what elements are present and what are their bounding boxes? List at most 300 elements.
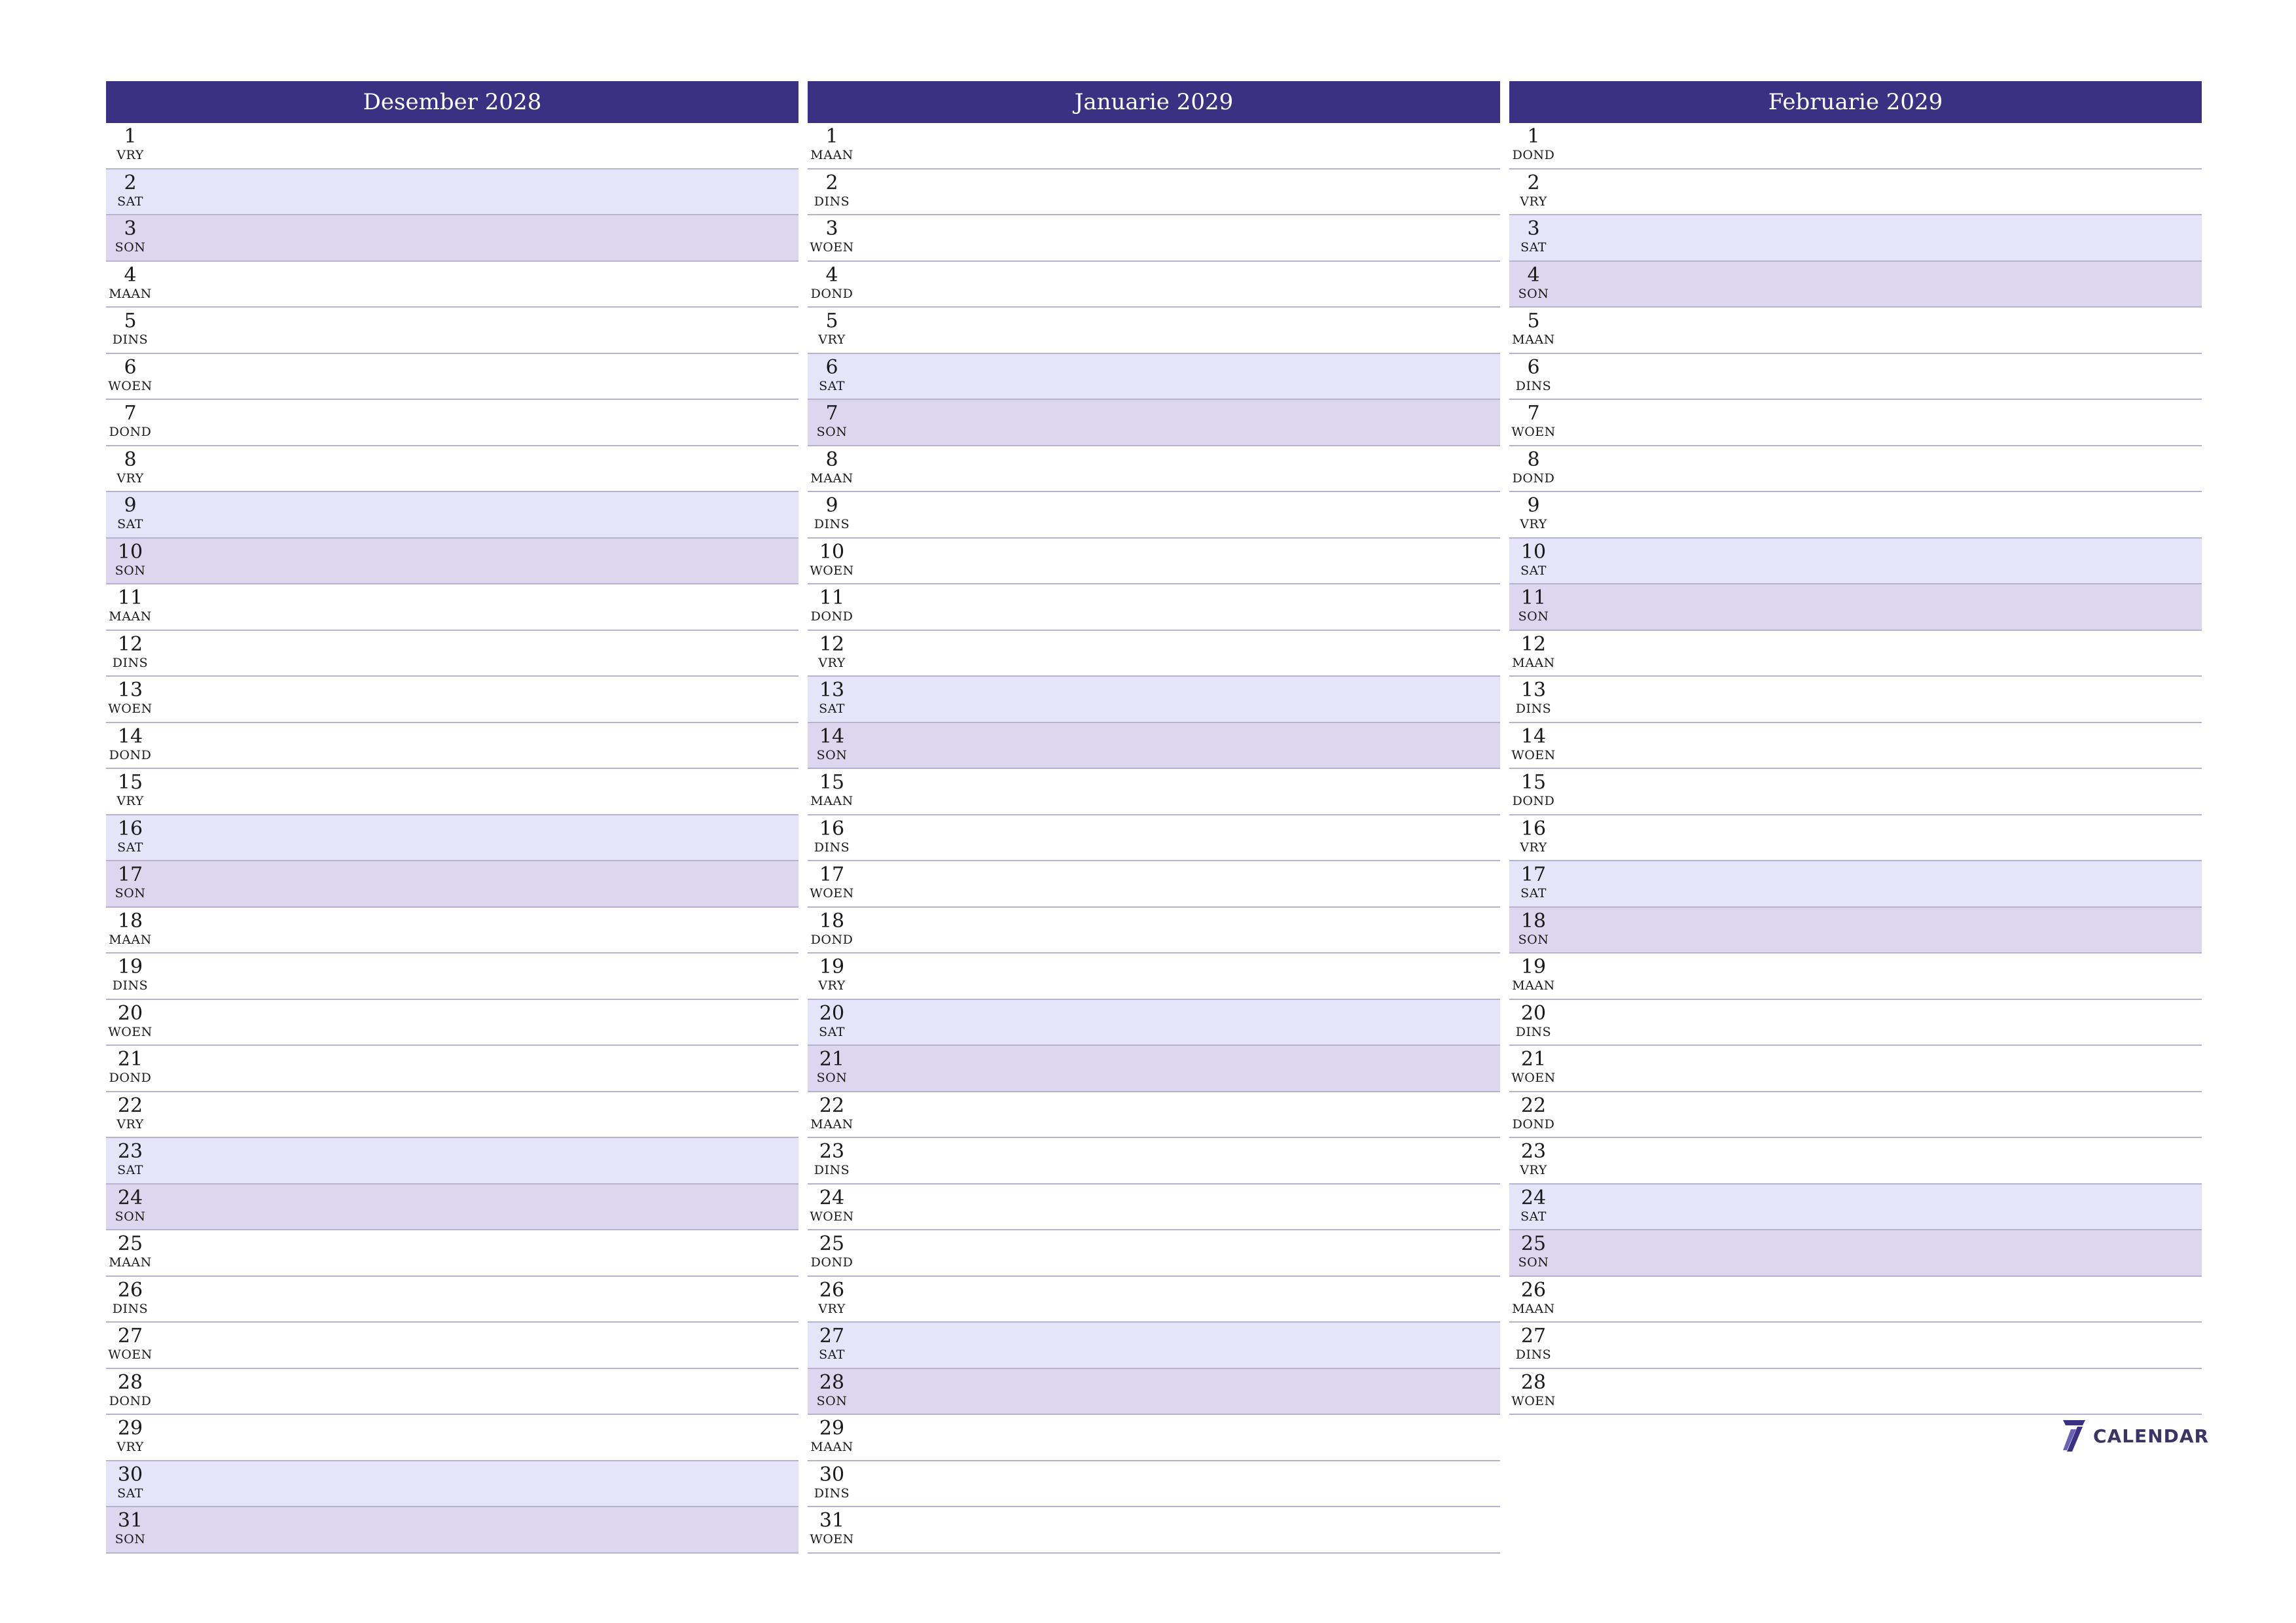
day-row[interactable] xyxy=(808,1277,1500,1323)
day-row[interactable] xyxy=(106,1323,798,1369)
day-row[interactable] xyxy=(1509,1369,2202,1416)
weekday-name: DINS xyxy=(814,840,850,855)
day-number: 15 xyxy=(117,771,143,794)
weekday-name: MAAN xyxy=(1512,1301,1555,1316)
day-label xyxy=(1509,1372,1558,1408)
day-row[interactable] xyxy=(808,539,1500,585)
day-row[interactable] xyxy=(808,123,1500,169)
day-number: 5 xyxy=(124,310,137,332)
day-number: 16 xyxy=(819,817,845,840)
day-row[interactable] xyxy=(1509,1138,2202,1185)
day-label xyxy=(106,357,154,393)
day-row[interactable] xyxy=(106,1138,798,1185)
day-row[interactable] xyxy=(106,908,798,954)
weekday-name: DOND xyxy=(810,286,853,301)
day-row[interactable] xyxy=(808,1092,1500,1139)
day-label xyxy=(808,126,856,162)
day-label xyxy=(1509,633,1558,670)
month-header xyxy=(1509,81,2202,123)
day-row[interactable] xyxy=(808,769,1500,815)
day-label xyxy=(1509,541,1558,578)
day-label xyxy=(106,864,154,901)
day-row[interactable] xyxy=(1509,1092,2202,1139)
day-number: 8 xyxy=(1527,448,1540,471)
day-list xyxy=(808,123,1500,1554)
day-number: 27 xyxy=(819,1325,845,1347)
day-number: 4 xyxy=(124,263,137,287)
day-label xyxy=(808,726,856,762)
month-title: Desember 2028 xyxy=(363,89,542,115)
weekday-name: SAT xyxy=(117,1486,143,1501)
weekday-name: MAAN xyxy=(109,609,152,624)
day-number: 12 xyxy=(819,632,845,656)
day-label xyxy=(106,1003,154,1039)
day-label xyxy=(106,1418,154,1454)
day-number: 24 xyxy=(117,1186,143,1209)
day-number: 1 xyxy=(1527,125,1540,148)
day-number: 31 xyxy=(117,1509,143,1532)
day-number: 6 xyxy=(124,355,137,379)
day-label xyxy=(1509,357,1558,393)
weekday-name: SON xyxy=(816,1071,848,1085)
day-row[interactable] xyxy=(1509,492,2202,539)
weekday-name: SON xyxy=(115,1209,146,1224)
day-label xyxy=(808,864,856,901)
day-label xyxy=(106,726,154,762)
day-label xyxy=(1509,310,1558,347)
day-number: 26 xyxy=(1520,1278,1547,1302)
day-number: 18 xyxy=(819,909,845,933)
day-label xyxy=(1509,1095,1558,1132)
month-column-december xyxy=(106,81,798,1554)
day-label xyxy=(808,1095,856,1132)
day-label xyxy=(106,1187,154,1224)
weekday-name: DINS xyxy=(112,1301,149,1316)
day-row[interactable] xyxy=(808,1323,1500,1369)
day-number: 11 xyxy=(1520,586,1547,609)
day-number: 19 xyxy=(117,955,143,978)
day-label xyxy=(106,1279,154,1316)
day-row[interactable] xyxy=(106,584,798,631)
day-label xyxy=(1509,449,1558,486)
weekday-name: VRY xyxy=(117,471,144,486)
weekday-name: SON xyxy=(115,1532,146,1546)
month-header xyxy=(808,81,1500,123)
weekday-name: DINS xyxy=(1515,702,1552,716)
day-label xyxy=(1509,956,1558,993)
day-row[interactable] xyxy=(106,215,798,262)
day-label xyxy=(808,679,856,716)
day-label xyxy=(106,587,154,624)
day-number: 3 xyxy=(124,217,137,240)
day-row[interactable] xyxy=(106,446,798,493)
weekday-name: WOEN xyxy=(1511,1393,1556,1408)
day-number: 15 xyxy=(1520,771,1547,794)
weekday-name: DOND xyxy=(1512,471,1555,486)
weekday-name: VRY xyxy=(117,148,144,162)
day-row[interactable] xyxy=(1509,723,2202,770)
weekday-name: WOEN xyxy=(810,1209,854,1224)
day-label xyxy=(808,956,856,993)
day-label xyxy=(106,679,154,716)
day-label xyxy=(1509,264,1558,301)
day-row[interactable] xyxy=(1509,308,2202,354)
day-row[interactable] xyxy=(1509,1277,2202,1323)
day-number: 10 xyxy=(819,540,845,563)
weekday-name: WOEN xyxy=(810,563,854,578)
day-row[interactable] xyxy=(1509,631,2202,677)
day-number: 7 xyxy=(1527,402,1540,425)
day-row[interactable] xyxy=(106,539,798,585)
day-row[interactable] xyxy=(106,1415,798,1461)
day-row[interactable] xyxy=(808,1230,1500,1277)
day-label xyxy=(106,541,154,578)
day-number: 20 xyxy=(1520,1001,1547,1025)
day-number: 19 xyxy=(819,955,845,978)
seven-logo-icon xyxy=(2060,1419,2087,1453)
day-number: 23 xyxy=(117,1140,143,1163)
day-row[interactable] xyxy=(106,1092,798,1139)
day-number: 31 xyxy=(819,1509,845,1532)
day-number: 13 xyxy=(1520,679,1547,702)
day-label xyxy=(808,449,856,486)
day-row[interactable] xyxy=(808,1461,1500,1508)
day-label xyxy=(1509,679,1558,716)
day-label xyxy=(808,264,856,301)
day-row[interactable] xyxy=(808,954,1500,1000)
weekday-name: SAT xyxy=(117,194,143,209)
weekday-name: VRY xyxy=(818,655,846,670)
weekday-name: DOND xyxy=(109,1071,152,1085)
day-row[interactable] xyxy=(106,677,798,723)
day-row[interactable] xyxy=(1509,815,2202,862)
day-number: 21 xyxy=(1520,1048,1547,1071)
day-label xyxy=(106,402,154,439)
day-number: 10 xyxy=(1520,540,1547,563)
day-number: 12 xyxy=(117,632,143,656)
day-number: 9 xyxy=(124,494,137,517)
day-row[interactable] xyxy=(1509,1046,2202,1092)
weekday-name: SON xyxy=(1518,932,1549,947)
day-number: 22 xyxy=(1520,1094,1547,1117)
month-title: Februarie 2029 xyxy=(1768,89,1943,115)
day-number: 11 xyxy=(117,586,143,609)
weekday-name: SON xyxy=(1518,1255,1549,1270)
weekday-name: MAAN xyxy=(810,1116,853,1132)
day-row[interactable] xyxy=(1509,1230,2202,1277)
day-row[interactable] xyxy=(808,584,1500,631)
day-row[interactable] xyxy=(1509,1185,2202,1231)
day-list xyxy=(106,123,798,1554)
day-row[interactable] xyxy=(1509,262,2202,308)
weekday-name: WOEN xyxy=(1511,1071,1556,1085)
day-label xyxy=(808,310,856,347)
weekday-name: DOND xyxy=(109,425,152,439)
day-row[interactable] xyxy=(106,492,798,539)
day-row[interactable] xyxy=(106,954,798,1000)
weekday-name: WOEN xyxy=(810,240,854,255)
day-row[interactable] xyxy=(106,631,798,677)
weekday-name: SAT xyxy=(1520,1209,1547,1224)
day-label xyxy=(808,1372,856,1408)
day-row[interactable] xyxy=(1509,677,2202,723)
month-column-january xyxy=(808,81,1500,1554)
day-row[interactable] xyxy=(808,1000,1500,1046)
day-label xyxy=(1509,402,1558,439)
day-number: 21 xyxy=(819,1048,845,1071)
day-number: 30 xyxy=(117,1463,143,1486)
weekday-name: VRY xyxy=(818,332,846,347)
day-number: 29 xyxy=(117,1417,143,1440)
day-number: 25 xyxy=(1520,1232,1547,1255)
day-row[interactable] xyxy=(808,354,1500,401)
day-row[interactable] xyxy=(808,1369,1500,1416)
day-label xyxy=(808,402,856,439)
day-row[interactable] xyxy=(106,1369,798,1416)
day-row[interactable] xyxy=(808,815,1500,862)
day-label xyxy=(808,1003,856,1039)
day-row[interactable] xyxy=(808,631,1500,677)
day-number: 24 xyxy=(1520,1186,1547,1209)
day-number: 2 xyxy=(825,171,838,194)
day-label xyxy=(808,1464,856,1501)
weekday-name: SAT xyxy=(819,1347,845,1362)
day-number: 2 xyxy=(1527,171,1540,194)
day-label xyxy=(1509,772,1558,808)
day-row[interactable] xyxy=(106,308,798,354)
weekday-name: WOEN xyxy=(108,1347,152,1362)
day-number: 18 xyxy=(117,909,143,933)
weekday-name: WOEN xyxy=(1511,747,1556,762)
day-number: 1 xyxy=(124,125,137,148)
day-row[interactable] xyxy=(106,262,798,308)
weekday-name: VRY xyxy=(1520,194,1547,209)
day-row[interactable] xyxy=(106,400,798,446)
calendar-logo[interactable] xyxy=(2060,1419,2209,1453)
day-row[interactable] xyxy=(106,1230,798,1277)
day-row[interactable] xyxy=(1509,861,2202,908)
day-row[interactable] xyxy=(1509,169,2202,216)
day-number: 18 xyxy=(1520,909,1547,933)
weekday-name: VRY xyxy=(117,1440,144,1454)
weekday-name: WOEN xyxy=(108,378,152,393)
day-number: 15 xyxy=(819,771,845,794)
day-label xyxy=(1509,910,1558,947)
day-row[interactable] xyxy=(1509,584,2202,631)
day-row[interactable] xyxy=(808,677,1500,723)
weekday-name: MAAN xyxy=(810,1440,853,1454)
day-row[interactable] xyxy=(106,1046,798,1092)
day-label xyxy=(106,1372,154,1408)
day-label xyxy=(1509,864,1558,901)
weekday-name: WOEN xyxy=(810,1532,854,1546)
day-number: 7 xyxy=(825,402,838,425)
day-row[interactable] xyxy=(808,262,1500,308)
day-row[interactable] xyxy=(808,1507,1500,1554)
day-label xyxy=(1509,1233,1558,1270)
weekday-name: MAAN xyxy=(1512,978,1555,993)
weekday-name: WOEN xyxy=(108,702,152,716)
day-label xyxy=(106,772,154,808)
day-row[interactable] xyxy=(808,446,1500,493)
day-row[interactable] xyxy=(106,1507,798,1554)
day-row[interactable] xyxy=(106,354,798,401)
day-label xyxy=(106,264,154,301)
day-row[interactable] xyxy=(1509,1000,2202,1046)
day-number: 27 xyxy=(1520,1325,1547,1347)
weekday-name: SON xyxy=(115,240,146,255)
day-label xyxy=(106,956,154,993)
day-label xyxy=(106,818,154,855)
weekday-name: SAT xyxy=(117,1163,143,1177)
weekday-name: MAAN xyxy=(1512,655,1555,670)
day-row[interactable] xyxy=(808,215,1500,262)
day-row[interactable] xyxy=(1509,400,2202,446)
month-column-february xyxy=(1509,81,2202,1415)
day-number: 26 xyxy=(819,1278,845,1302)
day-number: 5 xyxy=(825,310,838,332)
weekday-name: VRY xyxy=(1520,840,1547,855)
day-row[interactable] xyxy=(808,908,1500,954)
weekday-name: SON xyxy=(1518,609,1549,624)
day-number: 17 xyxy=(117,863,143,886)
day-row[interactable] xyxy=(1509,446,2202,493)
weekday-name: DOND xyxy=(109,1393,152,1408)
day-label xyxy=(808,1279,856,1316)
day-label xyxy=(808,357,856,393)
day-row[interactable] xyxy=(1509,769,2202,815)
day-row[interactable] xyxy=(1509,908,2202,954)
day-label xyxy=(808,1510,856,1546)
day-number: 9 xyxy=(1527,494,1540,517)
day-row[interactable] xyxy=(106,169,798,216)
day-row[interactable] xyxy=(106,123,798,169)
day-label xyxy=(1509,587,1558,624)
day-row[interactable] xyxy=(1509,539,2202,585)
day-label xyxy=(1509,126,1558,162)
weekday-name: SAT xyxy=(1520,563,1547,578)
weekday-name: SAT xyxy=(1520,240,1547,255)
day-label xyxy=(106,1141,154,1177)
day-number: 4 xyxy=(1527,263,1540,287)
day-number: 10 xyxy=(117,540,143,563)
day-number: 7 xyxy=(124,402,137,425)
day-label xyxy=(808,818,856,855)
day-number: 28 xyxy=(1520,1370,1547,1394)
weekday-name: DOND xyxy=(1512,148,1555,162)
day-row[interactable] xyxy=(808,492,1500,539)
weekday-name: DOND xyxy=(810,1255,853,1270)
day-label xyxy=(1509,172,1558,209)
day-label xyxy=(106,1095,154,1132)
day-label xyxy=(808,1048,856,1085)
day-label xyxy=(1509,1279,1558,1316)
day-number: 14 xyxy=(1520,724,1547,748)
day-row[interactable] xyxy=(106,769,798,815)
day-label xyxy=(1509,818,1558,855)
day-label xyxy=(808,1187,856,1224)
day-row[interactable] xyxy=(1509,215,2202,262)
day-label xyxy=(106,1510,154,1546)
day-number: 14 xyxy=(819,724,845,748)
day-label xyxy=(808,633,856,670)
day-label xyxy=(808,1325,856,1362)
day-row[interactable] xyxy=(1509,123,2202,169)
day-number: 23 xyxy=(819,1140,845,1163)
day-label xyxy=(1509,1003,1558,1039)
day-number: 2 xyxy=(124,171,137,194)
weekday-name: MAAN xyxy=(810,148,853,162)
day-number: 4 xyxy=(825,263,838,287)
day-label xyxy=(808,495,856,531)
day-row[interactable] xyxy=(808,400,1500,446)
day-row[interactable] xyxy=(106,1000,798,1046)
day-row[interactable] xyxy=(808,308,1500,354)
day-label xyxy=(1509,1187,1558,1224)
day-row[interactable] xyxy=(106,723,798,770)
weekday-name: MAAN xyxy=(810,794,853,808)
day-label xyxy=(106,172,154,209)
day-row[interactable] xyxy=(1509,954,2202,1000)
weekday-name: DINS xyxy=(814,1486,850,1501)
day-label xyxy=(1509,495,1558,531)
day-label xyxy=(106,218,154,255)
day-row[interactable] xyxy=(808,1046,1500,1092)
weekday-name: SON xyxy=(1518,286,1549,301)
day-row[interactable] xyxy=(106,815,798,862)
weekday-name: MAAN xyxy=(109,932,152,947)
day-row[interactable] xyxy=(1509,1323,2202,1369)
day-label xyxy=(808,587,856,624)
weekday-name: DINS xyxy=(112,332,149,347)
weekday-name: SON xyxy=(115,563,146,578)
day-row[interactable] xyxy=(106,1277,798,1323)
day-row[interactable] xyxy=(808,861,1500,908)
day-row[interactable] xyxy=(1509,354,2202,401)
day-label xyxy=(1509,1325,1558,1362)
day-number: 16 xyxy=(117,817,143,840)
day-row[interactable] xyxy=(808,169,1500,216)
day-number: 29 xyxy=(819,1417,845,1440)
day-number: 13 xyxy=(117,679,143,702)
day-number: 27 xyxy=(117,1325,143,1347)
day-number: 20 xyxy=(117,1001,143,1025)
day-number: 21 xyxy=(117,1048,143,1071)
day-row[interactable] xyxy=(808,1415,1500,1461)
weekday-name: MAAN xyxy=(810,471,853,486)
day-list xyxy=(1509,123,2202,1415)
day-number: 13 xyxy=(819,679,845,702)
day-number: 11 xyxy=(819,586,845,609)
weekday-name: DINS xyxy=(112,655,149,670)
day-row[interactable] xyxy=(808,1138,1500,1185)
day-row[interactable] xyxy=(808,723,1500,770)
day-row[interactable] xyxy=(808,1185,1500,1231)
day-number: 3 xyxy=(1527,217,1540,240)
day-row[interactable] xyxy=(106,1461,798,1508)
day-number: 20 xyxy=(819,1001,845,1025)
day-row[interactable] xyxy=(106,1185,798,1231)
weekday-name: DINS xyxy=(1515,1347,1552,1362)
weekday-name: VRY xyxy=(1520,1163,1547,1177)
day-number: 9 xyxy=(825,494,838,517)
day-number: 3 xyxy=(825,217,838,240)
day-row[interactable] xyxy=(106,861,798,908)
day-number: 17 xyxy=(1520,863,1547,886)
day-label xyxy=(106,1464,154,1501)
day-label xyxy=(1509,218,1558,255)
weekday-name: MAAN xyxy=(1512,332,1555,347)
